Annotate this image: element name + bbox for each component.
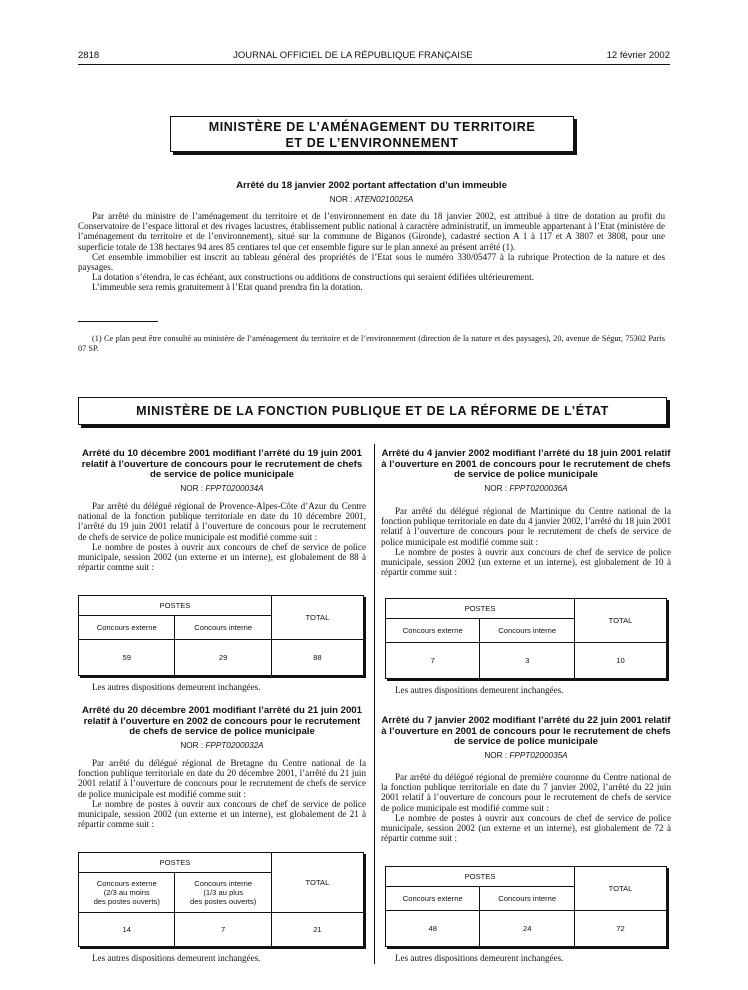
externe-value: 7 bbox=[386, 643, 480, 679]
paragraph: Cet ensemble immobilier est inscrit au tableau général des propriétés de l’Etat sous le numéro 330/05477 à la rubrique Protection de la nature et des paysages. bbox=[78, 251, 665, 273]
footnote-rule bbox=[78, 321, 158, 322]
nor-code: FPPT0200035A bbox=[509, 751, 568, 760]
total-value: 21 bbox=[271, 913, 363, 947]
postes-table bbox=[385, 866, 667, 947]
paragraph: Le nombre de postes à ouvrir aux concours de chef de service de police municipale, session 2002 (un externe et un interne), est globalement de 10 à répartir comme suit : bbox=[381, 546, 671, 578]
arrete-title: Arrêté du 7 janvier 2002 modifiant l’arrêté du 22 juin 2001 relatif à l’ouverture en 2001 de concours pour le recrutement de chefs de service de police municipale bbox=[381, 715, 671, 747]
externe-header: Concours externe bbox=[79, 616, 175, 640]
nor-label: NOR : bbox=[484, 484, 508, 493]
postes-header: POSTES bbox=[386, 867, 575, 887]
paragraph: Les autres dispositions demeurent inchangées. bbox=[92, 953, 261, 963]
footnote: (1) Ce plan peut être consulté au ministère de l’aménagement du territoire et de l’environnement (direction de la nature et des paysages), 20, avenue de Ségur, 75302 Paris 07 SP. bbox=[78, 334, 665, 353]
closing-line bbox=[78, 953, 366, 963]
arrete-body bbox=[381, 506, 671, 577]
externe-header-line: (2/3 au moins bbox=[103, 888, 150, 897]
interne-header: Concours interne bbox=[480, 619, 574, 643]
interne-value: 29 bbox=[175, 640, 271, 676]
ministry-line-2: ET DE L’ENVIRONNEMENT bbox=[285, 136, 459, 150]
total-value: 72 bbox=[574, 911, 666, 947]
paragraph: Par arrêté du ministre de l’aménagement du territoire et de l’environnement en date du 18 janvier 2002, est attribué à titre de dotation au profit du Conservatoire de l’espace littoral et des rivages lacustres, établissement public national à caractère administratif, un immeuble appartenant à l’Etat (ministère de l’aménagement du territoire et de l’environnement), situé sur la commune de Biganos (Gironde), cadastré section A 1 à 117 et A 3807 et 3808, pour une superficie totale de 138 hectares 94 ares 85 centiares tel que cet ensemble figure sur le plan annexé au présent arrêté (1). bbox=[78, 211, 665, 252]
arrete-body bbox=[78, 501, 366, 572]
closing-line bbox=[381, 685, 671, 695]
paragraph: Le nombre de postes à ouvrir aux concours de chef de service de police municipale, session 2002 (un externe et un interne), est globalement de 88 à répartir comme suit : bbox=[78, 541, 366, 573]
total-header: TOTAL bbox=[574, 867, 666, 911]
arrete-body bbox=[78, 211, 665, 293]
closing-line bbox=[78, 682, 366, 692]
paragraph: Le nombre de postes à ouvrir aux concours de chef de service de police municipale, session 2002 (un externe et un interne), est globalement de 21 à répartir comme suit : bbox=[78, 798, 366, 830]
page-number: 2818 bbox=[78, 50, 100, 61]
paragraph: Le nombre de postes à ouvrir aux concours de chef de service de police municipale, session 2002 (un externe et un interne), est globalement de 72 à répartir comme suit : bbox=[381, 812, 671, 844]
postes-table bbox=[78, 852, 364, 947]
paragraph: La dotation s’étendra, le cas échéant, aux constructions ou additions de constructions qui seraient édifiées ultérieurement. bbox=[92, 272, 534, 283]
total-header: TOTAL bbox=[574, 599, 666, 643]
externe-header: Concours externe bbox=[386, 619, 480, 643]
interne-header: Concours interne bbox=[175, 616, 271, 640]
arrete-title: Arrêté du 4 janvier 2002 modifiant l’arrêté du 18 juin 2001 relatif à l’ouverture en 2001 de concours pour le recrutement de chefs de service de police municipale bbox=[381, 448, 671, 480]
journal-title: JOURNAL OFFICIEL DE LA RÉPUBLIQUE FRANÇAISE bbox=[233, 50, 473, 61]
externe-header-line: des postes ouverts) bbox=[93, 897, 160, 906]
ministry-line-1: MINISTÈRE DE L’AMÉNAGEMENT DU TERRITOIRE bbox=[208, 120, 536, 134]
nor-reference bbox=[78, 195, 665, 204]
nor-label: NOR : bbox=[180, 741, 204, 750]
externe-header bbox=[79, 873, 175, 913]
paragraph: Les autres dispositions demeurent inchangées. bbox=[92, 682, 261, 692]
paragraph: Par arrêté du délégué régional de Martinique du Centre national de la fonction publique territoriale en date du 4 janvier 2002, l’arrêté du 18 juin 2001 relatif à l’ouverture de concours pour le recrutement de chefs de service de police municipale est modifié comme suit : bbox=[381, 506, 671, 547]
interne-value: 7 bbox=[175, 913, 271, 947]
total-header: TOTAL bbox=[271, 853, 363, 913]
ministry-heading-fonction-publique: MINISTÈRE DE LA FONCTION PUBLIQUE ET DE LA RÉFORME DE L’ÉTAT bbox=[78, 397, 667, 425]
paragraph: Les autres dispositions demeurent inchangées. bbox=[395, 953, 564, 963]
nor-reference bbox=[78, 484, 366, 493]
nor-label: NOR : bbox=[329, 195, 353, 204]
arrete-body bbox=[78, 758, 366, 829]
externe-value: 14 bbox=[79, 913, 175, 947]
interne-value: 24 bbox=[480, 911, 574, 947]
nor-reference bbox=[381, 484, 671, 493]
nor-code: ATEN0210025A bbox=[354, 195, 414, 204]
paragraph: Les autres dispositions demeurent inchangées. bbox=[395, 685, 564, 695]
paragraph: L’immeuble sera remis gratuitement à l’Etat quand prendra fin la dotation. bbox=[92, 282, 363, 293]
externe-header-line: Concours externe bbox=[96, 879, 157, 888]
interne-header bbox=[175, 873, 271, 913]
interne-value: 3 bbox=[480, 643, 574, 679]
interne-header-line: des postes ouverts) bbox=[190, 897, 257, 906]
total-value: 88 bbox=[271, 640, 363, 676]
externe-value: 59 bbox=[79, 640, 175, 676]
externe-value: 48 bbox=[386, 911, 480, 947]
interne-header-line: (1/3 au plus bbox=[203, 888, 243, 897]
closing-line bbox=[381, 953, 671, 963]
header-rule bbox=[78, 64, 670, 65]
paragraph: Par arrêté du délégué régional de Bretagne du Centre national de la fonction publique territoriale en date du 20 décembre 2001, l’arrêté du 21 juin 2001 relatif à l’ouverture de concours pour le recrutement de chefs de service de police municipale est modifié comme suit : bbox=[78, 758, 366, 799]
nor-reference bbox=[78, 741, 366, 750]
column-divider bbox=[374, 444, 375, 964]
arrete-title: Arrêté du 20 décembre 2001 modifiant l’arrêté du 21 juin 2001 relatif à l’ouverture en 2002 de concours pour le recrutement de chefs de service de police municipale bbox=[82, 705, 362, 737]
postes-header: POSTES bbox=[79, 853, 272, 873]
total-header: TOTAL bbox=[271, 596, 363, 640]
running-header bbox=[78, 50, 670, 61]
nor-reference bbox=[381, 751, 671, 760]
nor-code: FPPT0200036A bbox=[509, 484, 568, 493]
total-value: 10 bbox=[574, 643, 666, 679]
externe-header: Concours externe bbox=[386, 887, 480, 911]
postes-header: POSTES bbox=[386, 599, 575, 619]
arrete-title: Arrêté du 18 janvier 2002 portant affectation d’un immeuble bbox=[236, 180, 507, 191]
paragraph: Par arrêté du délégué régional de première couronne du Centre national de la fonction publique territoriale en date du 7 janvier 2002, l’arrêté du 22 juin 2001 relatif à l’ouverture de concours pour le recrutement de chefs de service de police municipale est modifié comme suit : bbox=[381, 772, 671, 813]
nor-label: NOR : bbox=[180, 484, 204, 493]
nor-code: FPPT0200034A bbox=[205, 484, 264, 493]
interne-header: Concours interne bbox=[480, 887, 574, 911]
nor-label: NOR : bbox=[484, 751, 508, 760]
paragraph: Par arrêté du délégué régional de Provence-Alpes-Côte d’Azur du Centre national de la fonction publique territoriale en date du 10 décembre 2001, l’arrêté du 19 juin 2001 relatif à l’ouverture de concours pour le recrutement de chefs de service de police municipale est modifié comme suit : bbox=[78, 501, 366, 542]
issue-date: 12 février 2002 bbox=[606, 50, 670, 61]
interne-header-line: Concours interne bbox=[194, 879, 253, 888]
postes-table bbox=[385, 598, 667, 679]
arrete-title: Arrêté du 10 décembre 2001 modifiant l’arrêté du 19 juin 2001 relatif à l’ouverture de concours pour le recrutement de chefs de service de police municipale bbox=[81, 448, 363, 480]
nor-code: FPPT0200032A bbox=[205, 741, 264, 750]
ministry-heading-environment bbox=[170, 116, 574, 152]
postes-table bbox=[78, 595, 364, 676]
arrete-body bbox=[381, 772, 671, 843]
postes-header: POSTES bbox=[79, 596, 272, 616]
